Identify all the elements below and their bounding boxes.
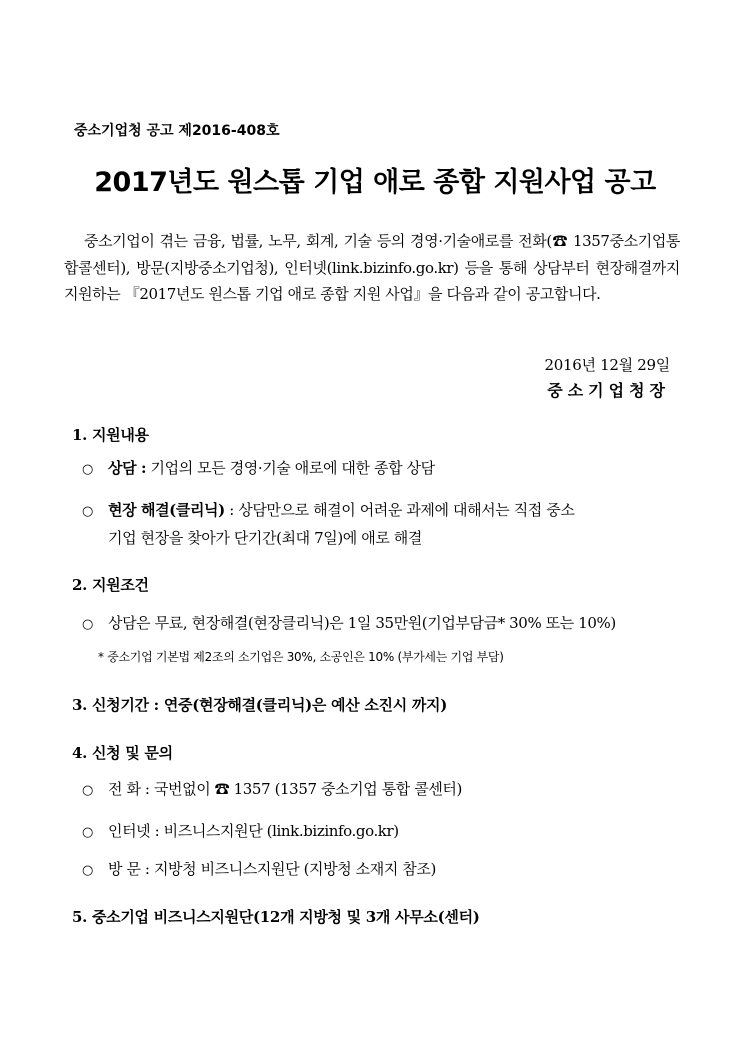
bullet-icon: ○: [82, 462, 93, 477]
page-title: 2017년도 원스톱 기업 애로 종합 지원사업 공고: [94, 167, 656, 198]
section-3-heading: 3. 신청기간 : 연중(현장해결(클리닉)은 예산 소진시 까지): [72, 696, 448, 714]
notice-number: 중소기업청 공고 제2016-408호: [74, 123, 280, 139]
bullet-icon: ○: [82, 617, 93, 632]
item-text: 인터넷 : 비즈니스지원단 (link.bizinfo.go.kr): [108, 822, 399, 840]
list-item: [82, 776, 462, 804]
list-item: [82, 497, 574, 552]
intro-paragraph: 중소기업이 겪는 금융, 법률, 노무, 회계, 기술 등의 경영·기술애로를 전화(☎ 1357중소기업통합콜센터), 방문(지방중소기업청), 인터넷(link.bizinfo.go.kr) 등을 통해 상담부터 현장해결까지 지원하는 『2017년도 원스톱 기업 애로 종합 지원 사업』을 다음과 같이 공고합니다.: [64, 232, 680, 303]
bullet-icon: ○: [82, 783, 93, 798]
list-item: [82, 818, 399, 846]
section-5-heading: 5. 중소기업 비즈니스지원단(12개 지방청 및 3개 사무소(센터): [72, 908, 480, 926]
list-item: [82, 856, 436, 884]
bullet-icon: ○: [82, 825, 93, 840]
item-text-continued: 기업 현장을 찾아가 단기간(최대 7일)에 애로 해결: [108, 529, 422, 547]
bullet-icon: ○: [82, 504, 93, 519]
section-2-heading: 2. 지원조건: [72, 576, 149, 594]
item-text: : 상담만으로 해결이 어려운 과제에 대해서는 직접 중소: [224, 501, 575, 519]
item-label: 상담 :: [108, 459, 147, 477]
list-item: [82, 455, 435, 483]
item-text: 전 화 : 국번없이 ☎ 1357 (1357 중소기업 통합 콜센터): [108, 780, 462, 798]
agency-name: 중소기업청장: [547, 381, 670, 400]
item-text: 방 문 : 지방청 비즈니스지원단 (지방청 소재지 참조): [108, 860, 436, 878]
item-text: 기업의 모든 경영·기술 애로에 대한 종합 상담: [146, 459, 435, 477]
bullet-icon: ○: [82, 863, 93, 878]
item-label: 현장 해결(클리닉): [108, 501, 225, 519]
notice-date: 2016년 12월 29일: [544, 356, 670, 374]
footnote: * 중소기업 기본법 제2조의 소기업은 30%, 소공인은 10% (부가세는 기업 부담): [98, 650, 504, 664]
section-4-heading: 4. 신청 및 문의: [72, 744, 173, 762]
list-item: [82, 610, 616, 638]
section-1-heading: 1. 지원내용: [72, 426, 149, 444]
item-text: 상담은 무료, 현장해결(현장클리닉)은 1일 35만원(기업부담금* 30% 또는 10%): [108, 614, 616, 632]
